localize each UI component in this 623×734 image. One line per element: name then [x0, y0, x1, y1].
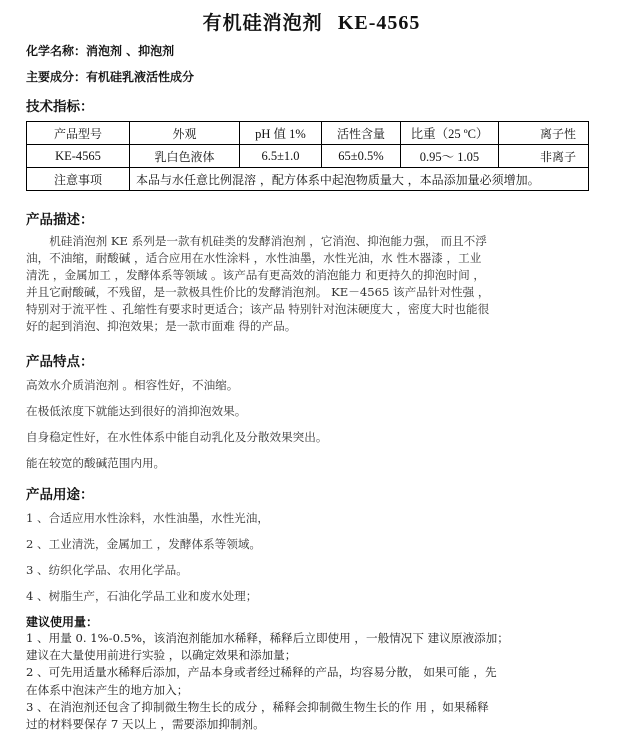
application-item: 2 、工业清洗，金属加工 ，发酵体系等领域。 — [26, 537, 262, 551]
header-ionic: 离子性 — [499, 122, 589, 145]
application-item: 1 、合适应用水性涂料，水性油墨，水性光油， — [26, 511, 269, 525]
usage-line: 在体系中泡沫产生的地方加入； — [26, 682, 189, 697]
cell-ionic: 非离子 — [499, 145, 589, 168]
usage-paragraph — [26, 630, 586, 733]
usage-line: 3 、在消泡剂还包含了抑制微生物生长的成分 ，稀释会抑制微生物生长的作 用 ，如果稀释 — [26, 699, 489, 714]
spec-table — [26, 121, 589, 191]
spec-header-row — [27, 122, 589, 145]
usage-line: 2 、可先用适量水稀释后添加，产品本身或者经过稀释的产品，均容易分散， 如果可能 ，先 — [26, 665, 497, 680]
title-cn: 有机硅消泡剂 — [202, 12, 323, 34]
spec-data-row — [27, 145, 589, 168]
cell-appearance: 乳白色液体 — [130, 145, 240, 168]
feature-item: 能在较宽的酸碱范围内用。 — [26, 456, 166, 470]
feature-item: 自身稳定性好，在水性体系中能自动乳化及分散效果突出。 — [26, 430, 328, 444]
feature-item: 高效水介质消泡剂 。相容性好，不油缩。 — [26, 378, 239, 392]
cell-active-content: 65±0.5% — [322, 145, 401, 168]
description-line: 机硅消泡剂 KE 系列是一款有机硅类的发酵消泡剂 ，它消泡、抑泡能力强， 而且不浮 — [26, 234, 487, 248]
cell-ph: 6.5±1.0 — [240, 145, 322, 168]
description-paragraph — [26, 233, 572, 335]
spec-note-row — [27, 168, 589, 191]
applications-heading: 产品用途： — [26, 487, 94, 503]
cell-specific-gravity: 0.95～ 1.05 — [401, 145, 499, 168]
description-heading: 产品描述： — [26, 212, 94, 228]
usage-heading: 建议使用量： — [26, 615, 99, 629]
usage-line: 1 、用量 0. 1%-0.5%，该消泡剂能加水稀释，稀释后立即使用 ，一般情况下 建议原液添加； — [26, 631, 509, 645]
header-ph: pH 值 1% — [240, 122, 322, 145]
features-heading: 产品特点： — [26, 354, 94, 370]
usage-line: 过的材料要保存 7 天以上 ，需要添加抑制剂。 — [26, 717, 265, 732]
description-line: 油，不油缩，耐酸碱 ，适合应用在水性涂料 ，水性油墨，水性光油，水 性木器漆 ，工业 — [26, 251, 482, 265]
header-specific-gravity: 比重（25 ºC） — [401, 122, 499, 145]
application-item: 3 、纺织化学品、农用化学品。 — [26, 563, 188, 577]
cell-model: KE-4565 — [27, 145, 130, 168]
header-appearance: 外观 — [130, 122, 240, 145]
document-title — [0, 8, 623, 35]
header-model: 产品型号 — [27, 122, 130, 145]
usage-line: 建议在大量使用前进行实验 ，以确定效果和添加量； — [26, 648, 297, 663]
main-component: 主要成分：有机硅乳液活性成分 — [26, 70, 195, 84]
chemical-name: 化学名称：消泡剂 、抑泡剂 — [26, 44, 175, 58]
header-active-content: 活性含量 — [322, 122, 401, 145]
title-code: KE-4565 — [337, 12, 421, 34]
description-line: 清洗 ，金属加工 ，发酵体系等领域 。该产品有更高效的消泡能力 和更持久的抑泡时间 ， — [26, 268, 485, 282]
application-item: 4 、树脂生产，石油化学品工业和废水处理； — [26, 589, 258, 603]
note-label: 注意事项 — [27, 168, 130, 191]
feature-item: 在极低浓度下就能达到很好的消抑泡效果。 — [26, 404, 247, 418]
description-line: 好的起到消泡、抑泡效果；是一款市面难 得的产品。 — [26, 319, 297, 333]
note-text: 本品与水任意比例混溶 ，配方体系中起泡物质量大 ，本品添加量必须增加。 — [130, 168, 589, 191]
spec-heading: 技术指标： — [26, 99, 94, 115]
description-line: 特别对于流平性 、孔缩性有要求时更适合；该产品 特别针对泡沫硬度大 ，密度大时也能很 — [26, 302, 490, 316]
description-line: 并且它耐酸碱，不残留，是一款极具性价比的发酵消泡剂。 KE－4565 该产品针对性强 ， — [26, 285, 490, 299]
